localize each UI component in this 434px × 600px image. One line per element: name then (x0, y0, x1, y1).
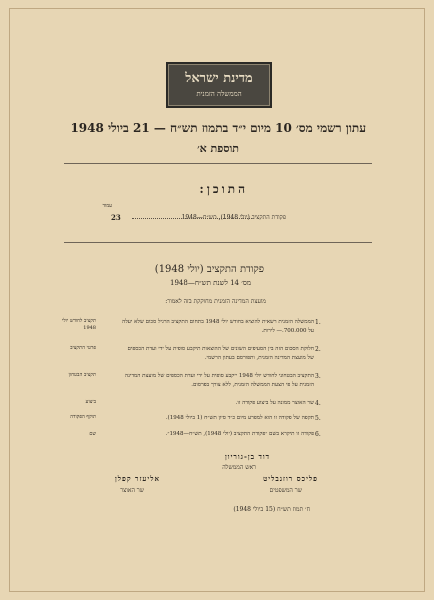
section-2-margin-note: פרטי התקציב (70, 345, 96, 351)
section-2-text: חלוקת הסכום הזה בין הסעיפים השונים של ההוצאות תיקבע סופית על ידי ועדת הכספים של מועצת המדינה הזמנית, ותפורסם בעתון הרשמי. (127, 346, 314, 361)
toc-page-column-label: עמוד (102, 203, 112, 209)
decree-title: פקודת התקציב (יולי 1948) (154, 264, 264, 275)
toc-heading: התוכן: (199, 182, 248, 196)
toc-page-number: 23 (111, 213, 121, 222)
section-4-margin-note: ביצוע (85, 399, 96, 405)
decree-preamble: מועצת המדינה הזמנית מחוקקת בזה לאמור: (165, 298, 266, 305)
section-1-number: 1. (315, 319, 321, 326)
signature-justice-name: פליכס רוזנבליט (263, 474, 318, 483)
toc-leader-dots (132, 218, 252, 219)
section-4-number: 4. (315, 400, 321, 407)
section-5-text: תקפה של פקודה זו הוא למפרע מיום כ״ד סיון תש״ח (1 ביולי 1948). (165, 415, 314, 421)
section-1-margin-note: תקציב לחודש יולי 1948 (61, 318, 96, 331)
section-6-margin-note: שם (89, 431, 96, 437)
section-6-number: 6. (315, 431, 321, 438)
section-5-margin-note: תוקף הפקודה (70, 414, 96, 420)
state-emblem-box (166, 62, 272, 108)
signature-pm-title: ראש הממשלה (222, 464, 256, 471)
gazette-subtitle: תוספת א׳ (197, 142, 239, 155)
signature-justice-title: שר המשפטים (269, 487, 302, 494)
logo-line-1: מדינת ישראל (185, 71, 253, 86)
logo-line-2: הממשלה הזמנית (196, 90, 242, 98)
toc-divider (64, 242, 372, 243)
decree-subtitle: מס׳ 14 לשנת תש״ח—1948 (170, 279, 251, 287)
section-5-number: 5. (315, 415, 321, 422)
signature-finance-title: שר האוצר (120, 487, 144, 494)
toc-entry: פקודת התקציב (יולי 1948), תש״ח—1948 (181, 214, 286, 221)
gazette-title: עתון רשמי מס׳ 10 מיום י״ד בתמוז תש״ח — 21 ביולי 1948 (70, 121, 366, 135)
section-3-number: 3. (315, 373, 321, 380)
section-3-text: התקציב הבטחוני לחודש יולי 1948 ייקבע סופית על ידי ועדת הכספים של מועצת המדינה הזמנית על פי הצעת הממשלה הזמנית, ללא צורך בפרסום. (124, 373, 314, 388)
decree-date: ח׳ תמוז תש״ח (15 ביולי 1948) (233, 506, 310, 513)
signature-finance-name: אליעזר קפלן (114, 474, 160, 483)
section-6-text: פקודה זו תיקרא בשם ״פקודת התקציב (יולי 1948), תש״ח—1948״. (165, 431, 314, 437)
section-4-text: שר האוצר ממונה על ביצוע פקודה זו. (235, 400, 314, 406)
header-divider (64, 163, 372, 164)
section-2-number: 2. (315, 346, 321, 353)
signature-pm-name: דוד בן-גוריון (225, 452, 270, 461)
section-3-margin-note: תקציב הבטחון (68, 372, 96, 378)
section-1-text: הממשלה הזמנית רשאית להוציא בחודש יולי 1948 בתחום התקציב הרגיל סכום שלא יעלה על 700.000.— לירות. (122, 319, 314, 334)
